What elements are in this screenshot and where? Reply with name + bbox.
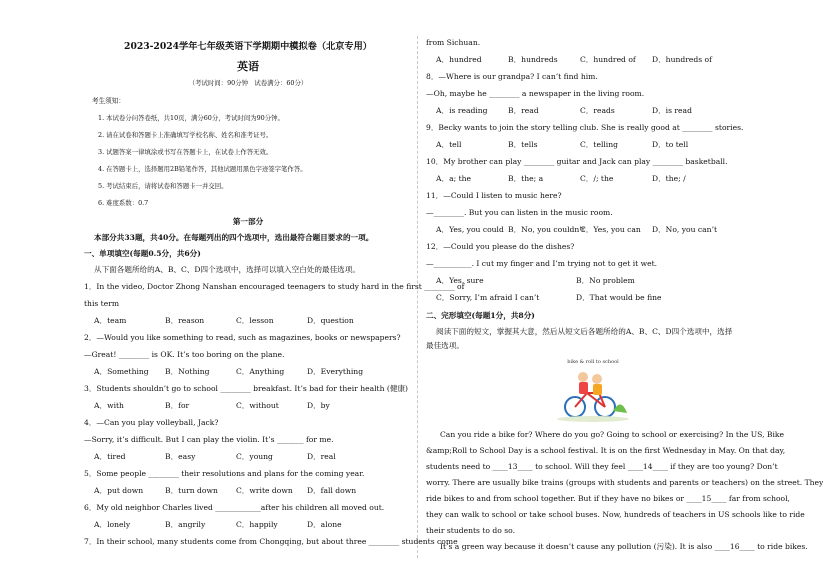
exam-title: 2023-2024学年七年级英语下学期期中模拟卷（北京专用） bbox=[124, 41, 372, 52]
question-8: 8．—Where is our grandpa? I can’t find him. bbox=[426, 72, 598, 81]
option-d[interactable]: D．fall down bbox=[307, 486, 357, 495]
option-c[interactable]: C．reads bbox=[580, 106, 615, 115]
option-b[interactable]: B．read bbox=[508, 106, 539, 115]
note-item: 6. 难度系数：0.7 bbox=[98, 199, 149, 207]
option-c[interactable]: C．young bbox=[236, 452, 273, 461]
question-5: 5．Some people ________ their resolutions and plans for the coming year. bbox=[84, 469, 365, 478]
column-divider bbox=[417, 36, 418, 558]
passage-line: worry. There are usually bike trains (groups with students and parents or teachers) on the street. They bbox=[426, 478, 823, 487]
question-3: 3．Students shouldn’t go to school ________ breakfast. It’s bad for their health (健康) bbox=[84, 384, 408, 393]
question-3-options bbox=[84, 401, 412, 411]
option-a[interactable]: A．tell bbox=[436, 140, 462, 149]
option-c[interactable]: C．telling bbox=[580, 140, 618, 149]
passage-line: Can you ride a bike for? Where do you go? Going to school or exercising? In the US, Bike bbox=[440, 430, 785, 439]
option-b[interactable]: B．turn down bbox=[165, 486, 218, 495]
option-c[interactable]: C．happily bbox=[236, 520, 278, 529]
part-one-instruction: 本部分共33题，共40分。在每题列出的四个选项中，选出最符合题目要求的一项。 bbox=[94, 233, 374, 242]
cycling-illustration bbox=[553, 357, 633, 421]
illustration-caption: bike & roll to school bbox=[567, 359, 619, 365]
question-9: 9．Becky wants to join the story telling club. She is really good at ________ stories. bbox=[426, 123, 744, 132]
question-1: 1．In the video, Doctor Zhong Nanshan encouraged teenagers to study hard in the first ________ of bbox=[84, 282, 465, 291]
option-c[interactable]: C．/; the bbox=[580, 174, 614, 183]
question-2-options bbox=[84, 367, 412, 377]
option-d[interactable]: D．by bbox=[307, 401, 330, 410]
question-8-options bbox=[426, 106, 760, 116]
kids-on-bike-icon bbox=[553, 367, 633, 423]
option-c[interactable]: C．hundred of bbox=[580, 55, 636, 64]
question-1-options bbox=[84, 316, 412, 326]
question-10: 10．My brother can play ________ guitar and Jack can play ________ basketball. bbox=[426, 157, 728, 166]
section-two-instruction: 阅读下面的短文，掌握其大意，然后从短文后各题所给的A、B、C、D四个选项中，选择 bbox=[436, 327, 733, 336]
subject-title: 英语 bbox=[237, 60, 259, 73]
section-two-instruction-cont: 最佳选项。 bbox=[426, 341, 464, 350]
part-one-title: 第一部分 bbox=[232, 217, 264, 226]
question-11: 11．—Could I listen to music here? bbox=[426, 191, 562, 200]
option-a[interactable]: A．lonely bbox=[94, 520, 131, 529]
question-2-cont: —Great! ________ is OK. It’s too boring on the plane. bbox=[84, 350, 285, 359]
option-a[interactable]: A．hundred bbox=[436, 55, 482, 64]
passage-line: It’s a green way because it doesn’t cause any pollution (污染). It is also ____16____ to ride bikes. bbox=[440, 542, 808, 551]
option-a[interactable]: A．put down bbox=[94, 486, 144, 495]
option-d[interactable]: D．alone bbox=[307, 520, 342, 529]
question-7-cont: from Sichuan. bbox=[426, 38, 481, 47]
question-4-cont: —Sorry, it’s difficult. But I can play the violin. It’s _______ for me. bbox=[84, 435, 334, 444]
option-d[interactable]: D．No, you can’t bbox=[652, 225, 718, 234]
question-5-options bbox=[84, 486, 412, 496]
option-a[interactable]: A．a; the bbox=[436, 174, 472, 183]
option-c[interactable]: C．write down bbox=[236, 486, 293, 495]
option-b[interactable]: B．No problem bbox=[576, 276, 635, 285]
notes-heading: 考生须知： bbox=[92, 97, 125, 105]
option-d[interactable]: D．question bbox=[307, 316, 354, 325]
option-d[interactable]: D．the; / bbox=[652, 174, 686, 183]
section-two-title: 二、完形填空(每题1分，共8分) bbox=[426, 311, 535, 320]
passage-line: they can walk to school or take school buses. Now, hundreds of teachers in US schools like to ride bbox=[426, 510, 805, 519]
right-column bbox=[426, 38, 823, 553]
question-2: 2．—Would you like something to read, such as magazines, books or newspapers? bbox=[84, 333, 401, 342]
question-10-options bbox=[426, 174, 760, 184]
option-d[interactable]: D．is read bbox=[652, 106, 692, 115]
passage-line: their students to do so. bbox=[426, 526, 515, 535]
note-item: 2. 请在试卷和答题卡上准确填写学校名称、姓名和准考证号。 bbox=[98, 131, 273, 139]
option-d[interactable]: D．Everything bbox=[307, 367, 364, 376]
option-b[interactable]: B．easy bbox=[165, 452, 196, 461]
question-7: 7．In their school, many students come from Chongqing, but about three ________ students come bbox=[84, 537, 458, 546]
option-b[interactable]: B．for bbox=[165, 401, 190, 410]
option-a[interactable]: A．Yes, you could bbox=[436, 225, 504, 234]
section-one-title: 一、单项填空(每题0.5分，共6分) bbox=[84, 249, 201, 258]
note-item: 1. 本试卷分问答卷纸，共10页，满分60分，考试时间为90分钟。 bbox=[98, 114, 284, 122]
passage-line: students need to ____13____ to school. Will they feel ____14____ if they are too young? Don’t bbox=[426, 462, 778, 471]
option-c[interactable]: C．Sorry, I’m afraid I can’t bbox=[436, 293, 540, 302]
option-a[interactable]: A．Something bbox=[94, 367, 149, 376]
question-12-options-row2 bbox=[426, 293, 760, 303]
option-b[interactable]: B．hundreds bbox=[508, 55, 558, 64]
question-6-options bbox=[84, 520, 412, 530]
option-a[interactable]: A．team bbox=[94, 316, 127, 325]
note-item: 5. 考试结束后，请将试卷和答题卡一并交回。 bbox=[98, 182, 228, 190]
option-a[interactable]: A．is reading bbox=[436, 106, 488, 115]
option-d[interactable]: D．hundreds of bbox=[652, 55, 712, 64]
question-12-options-row1 bbox=[426, 276, 760, 286]
option-b[interactable]: B．Nothing bbox=[165, 367, 210, 376]
question-8-cont: —Oh, maybe he ________ a newspaper in the living room. bbox=[426, 89, 645, 98]
question-7-options bbox=[426, 55, 760, 65]
section-one-instruction: 从下面各题所给的A、B、C、D四个选项中，选择可以填入空白处的最佳选项。 bbox=[94, 265, 360, 274]
question-1-cont: this term bbox=[84, 299, 120, 308]
note-item: 3. 试题答案一律填涂或书写在答题卡上，在试卷上作答无效。 bbox=[98, 148, 273, 156]
option-b[interactable]: B．tells bbox=[508, 140, 538, 149]
passage-line: &amp;Roll to School Day is a school festival. It is on the first Wednesday in May. On that day, bbox=[426, 446, 786, 455]
option-d[interactable]: D．to tell bbox=[652, 140, 689, 149]
question-12-cont: —__________. I cut my finger and I’m trying not to get it wet. bbox=[426, 259, 658, 268]
question-11-options bbox=[426, 225, 760, 235]
exam-info: （考试时间：90分钟 试卷满分：60分） bbox=[188, 79, 308, 87]
option-c[interactable]: C．Yes, you can bbox=[580, 225, 641, 234]
option-c[interactable]: C．without bbox=[236, 401, 279, 410]
option-b[interactable]: B．reason bbox=[165, 316, 205, 325]
question-11-cont: —________. But you can listen in the music room. bbox=[426, 208, 613, 217]
question-4-options bbox=[84, 452, 412, 462]
option-b[interactable]: B．the; a bbox=[508, 174, 544, 183]
option-c[interactable]: C．Anything bbox=[236, 367, 285, 376]
option-c[interactable]: C．lesson bbox=[236, 316, 274, 325]
passage-line: ride bikes to and from school together. But if they have no bikes or ____15____ far from school, bbox=[426, 494, 790, 503]
question-9-options bbox=[426, 140, 760, 150]
option-d[interactable]: D．That would be fine bbox=[576, 293, 662, 302]
question-4: 4．—Can you play volleyball, Jack? bbox=[84, 418, 219, 427]
option-a[interactable]: A．with bbox=[94, 401, 124, 410]
question-6: 6．My old neighbor Charles lived ____________after his children all moved out. bbox=[84, 503, 385, 512]
option-a[interactable]: A．tired bbox=[94, 452, 126, 461]
option-b[interactable]: B．angrily bbox=[165, 520, 206, 529]
question-12: 12．—Could you please do the dishes? bbox=[426, 242, 575, 251]
option-b[interactable]: B．No, you couldn’t bbox=[508, 225, 585, 234]
option-d[interactable]: D．real bbox=[307, 452, 336, 461]
option-a[interactable]: A．Yes, sure bbox=[436, 276, 484, 285]
note-item: 4. 在答题卡上，选择题用2B铅笔作答，其他试题用黑色字迹签字笔作答。 bbox=[98, 165, 307, 173]
